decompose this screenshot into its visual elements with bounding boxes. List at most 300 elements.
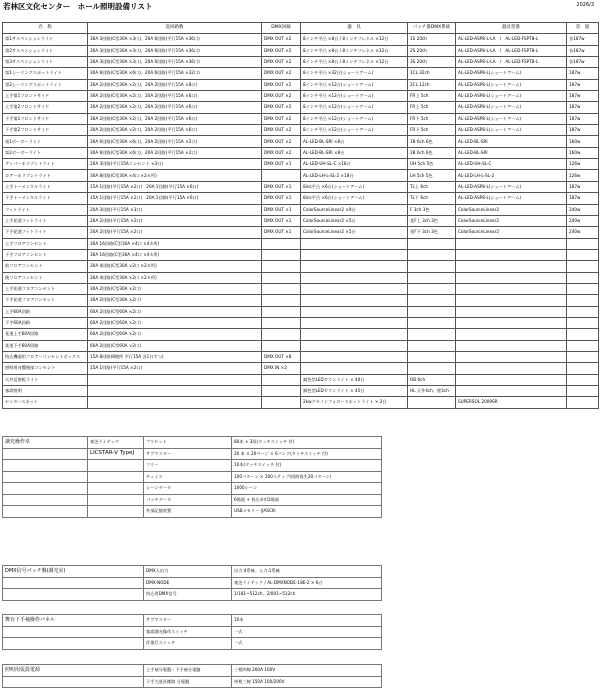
equipment-name-cell: 上手第1フロントサイド bbox=[3, 91, 88, 102]
fixtures-cell: AL-LED-BL-SRI ×8台 bbox=[301, 147, 408, 158]
fixtures-cell: 8インチ平凸 ×12台(ショートアーム) bbox=[301, 79, 408, 90]
table-row bbox=[3, 238, 599, 249]
patch-dmx-cell: UH 5ch 5色 bbox=[408, 159, 456, 170]
fixtures-cell: AL-LED-UH-SL-C ×18台 bbox=[301, 159, 408, 170]
equipment-name-cell: 花道下手60A回路 bbox=[3, 340, 88, 351]
patch-dmx-cell bbox=[408, 340, 456, 351]
circuit-count-cell: 30A 2回路(C型30A ×2口)，20A 2回路(平行15A ×6口) bbox=[88, 91, 262, 102]
fixtures-cell: 調色型LEDダウンライト × 40台 bbox=[301, 374, 408, 385]
dmx-line-cell bbox=[262, 249, 301, 260]
capacity-cell: 各187w bbox=[567, 45, 599, 56]
spec-value: 出力:4系統、入力:1系統 bbox=[232, 566, 382, 578]
dmx-line-cell: DMX OUT ×1 bbox=[262, 204, 301, 215]
capacity-cell: 160w bbox=[567, 136, 599, 147]
circuit-count-cell: 30A 8回路(C型30A ×4口 ×2カ所) bbox=[88, 170, 262, 181]
dmx-line-cell bbox=[262, 306, 301, 317]
circuit-count-cell: 30A 16回路(C型30A ×4口 ×4カ所) bbox=[88, 238, 262, 249]
capacity-cell: 187w bbox=[567, 193, 599, 204]
dmx-line-cell bbox=[262, 397, 301, 408]
table-row bbox=[3, 351, 599, 362]
table-row bbox=[3, 79, 599, 90]
capacity-cell: 240w bbox=[567, 215, 599, 226]
circuit-count-cell: 30A 2回路(C型30A ×2口)，20A 2回路(平行15A ×6口) bbox=[88, 125, 262, 136]
fixture-model-cell: ColorSourceLinear2 bbox=[456, 215, 567, 226]
capacity-cell: 187w bbox=[567, 68, 599, 79]
document-date: 2026/3 bbox=[576, 2, 594, 8]
fixture-model-cell bbox=[456, 340, 567, 351]
circuit-count-cell: 60A 2回路(C型60A ×2口) bbox=[88, 340, 262, 351]
spec-label: DMX-NODE bbox=[144, 577, 232, 589]
patch-dmx-cell: HL 天井4ch、壁3ch bbox=[408, 386, 456, 397]
circuit-count-cell: 30A 16回路(C型30A ×4口 ×4カ所) bbox=[88, 249, 262, 260]
equipment-name-cell: 下手フロアコンセント bbox=[3, 249, 88, 260]
table-row bbox=[3, 68, 599, 79]
dmx-line-cell: DMX OUT ×2 bbox=[262, 45, 301, 56]
dmx-patch-section bbox=[2, 565, 599, 601]
table-row bbox=[3, 340, 599, 351]
spec-label: シーンデータ bbox=[144, 483, 232, 495]
fixtures-cell bbox=[301, 272, 408, 283]
table-row bbox=[3, 170, 599, 181]
fixture-model-cell bbox=[456, 317, 567, 328]
table-row bbox=[3, 329, 599, 340]
fixture-model-cell: AL-LED-ASP8-L(ショートアーム) bbox=[456, 181, 567, 192]
patch-dmx-cell bbox=[408, 351, 456, 362]
dmx-line-cell bbox=[262, 329, 301, 340]
patch-dmx-cell: TL下 6ch bbox=[408, 193, 456, 204]
fixture-model-cell bbox=[456, 374, 567, 385]
stage-panel-section bbox=[2, 614, 599, 650]
circuit-count-cell: 20A 2回路(平行15A ×2口) bbox=[88, 227, 262, 238]
table-row bbox=[3, 57, 599, 68]
fixtures-cell: 2kwクセノンフォロースポットライト × 2台 bbox=[301, 397, 408, 408]
spec-value: 10本(タッチスイッチ 付) bbox=[232, 460, 382, 472]
fixture-model-cell: ColorSourceLinear2 bbox=[456, 204, 567, 215]
fixture-model-cell: AL-LED-ASP8-L(ショートアーム) bbox=[456, 193, 567, 204]
dmx-line-cell bbox=[262, 272, 301, 283]
dmx-line-cell: DMX OUT ×2 bbox=[262, 79, 301, 90]
circuit-count-cell: 30A 2回路(C型30A ×2口) bbox=[88, 283, 262, 294]
circuit-count-cell: 15A 1回路(平行15A ×2口) bbox=[88, 363, 262, 374]
fixtures-cell bbox=[301, 249, 408, 260]
circuit-count-cell: 20A 2回路(平行15A ×2口) bbox=[88, 215, 262, 226]
table-row bbox=[3, 181, 599, 192]
column-header: 返回路数 bbox=[88, 23, 262, 34]
circuit-count-cell: 30A 2回路(C型30A ×2口)，20A 2回路(平行15A ×8口) bbox=[88, 79, 262, 90]
table-header-row bbox=[3, 23, 599, 34]
fixture-model-cell: SUPERSOL 2009SR bbox=[456, 397, 567, 408]
circuit-count-cell: 20A 3回路(平行15Aコンセント ×3口) bbox=[88, 159, 262, 170]
circuit-count-cell: 60A 2回路(C型60A ×2口) bbox=[88, 329, 262, 340]
capacity-cell: 187w bbox=[567, 102, 599, 113]
circuit-count-cell: 15A 1回路(平行15A ×2口) 20A 1回路(平行15A ×6口) bbox=[88, 193, 262, 204]
equipment-name-cell: ロアーホリゾントライト bbox=[3, 170, 88, 181]
fixture-model-cell: AL-LED-ASP8-L(ショートアーム) bbox=[456, 102, 567, 113]
dmx-line-cell: DMX OUT ×2 bbox=[262, 113, 301, 124]
table-row bbox=[3, 363, 599, 374]
equipment-name-cell: 上手60A回路 bbox=[3, 306, 88, 317]
column-header: 容 量 bbox=[567, 23, 599, 34]
patch-dmx-cell bbox=[408, 238, 456, 249]
fixtures-cell bbox=[301, 340, 408, 351]
fixtures-cell: ColorSourceLinear2 ×5台 bbox=[301, 227, 408, 238]
dmx-line-cell: DMX OUT ×2 bbox=[262, 125, 301, 136]
fixtures-cell: 8inc平凸 ×6台(ショートアーム) bbox=[301, 181, 408, 192]
equipment-name-cell: 前フロアコンセント bbox=[3, 261, 88, 272]
fixtures-cell bbox=[301, 295, 408, 306]
equipment-name-cell: 第3サスペンションライト bbox=[3, 57, 88, 68]
patch-dmx-cell: 3S 20ch bbox=[408, 57, 456, 68]
fixtures-cell: 8インチ平凸 ×12台(ショートアーム) bbox=[301, 113, 408, 124]
equipment-name-cell: 第2ボーダーライト bbox=[3, 147, 88, 158]
table-row bbox=[3, 102, 599, 113]
capacity-cell: 各187w bbox=[567, 57, 599, 68]
circuit-count-cell: 30A 3回路(C型30A ×3口)，20A 6回路(平行15A ×36口) bbox=[88, 45, 262, 56]
capacity-cell: 187w bbox=[567, 91, 599, 102]
dmx-line-cell bbox=[262, 238, 301, 249]
capacity-cell: 各187w bbox=[567, 34, 599, 45]
fixture-model-cell: AL-LED-ASP8-L(ショートアーム) bbox=[456, 125, 567, 136]
circuit-count-cell: 30A 4回路(C型30A ×2口 ×2カ所) bbox=[88, 272, 262, 283]
table-row bbox=[3, 159, 599, 170]
equipment-name-cell: センタースポット bbox=[3, 397, 88, 408]
table-row bbox=[3, 215, 599, 226]
dmx-line-cell: DMX OUT ×2 bbox=[262, 102, 301, 113]
section-title: DMX信号パッチ盤(調光室) bbox=[3, 566, 144, 578]
patch-dmx-cell bbox=[408, 363, 456, 374]
console-maker: 東芝ライテック bbox=[88, 437, 144, 449]
table-row bbox=[3, 193, 599, 204]
circuit-count-cell: 30A 4回路(C型30A ×2口 ×2カ所) bbox=[88, 261, 262, 272]
equipment-name-cell: 下手第2フロントサイド bbox=[3, 125, 88, 136]
fixture-model-cell: AL-LED-ASP8-L(ショートアーム) bbox=[456, 79, 567, 90]
patch-dmx-cell bbox=[408, 283, 456, 294]
capacity-cell bbox=[567, 397, 599, 408]
circuit-count-cell bbox=[88, 374, 262, 385]
spec-label: 作業灯スイッチ bbox=[144, 638, 232, 650]
patch-dmx-cell: OB 6ch bbox=[408, 374, 456, 385]
spec-label: プリセット bbox=[144, 437, 232, 449]
spec-value: USBメモリー (JASCⅡ) bbox=[232, 506, 382, 518]
capacity-cell bbox=[567, 329, 599, 340]
capacity-cell bbox=[567, 386, 599, 397]
fixture-model-cell: AL-LED-ASP8-L(ショートアーム) bbox=[456, 113, 567, 124]
spec-value: 6場面 + 持込卓用2場面 bbox=[232, 494, 382, 506]
fixture-model-cell bbox=[456, 306, 567, 317]
fixtures-cell: ColorSourceLinear2 ×9台 bbox=[301, 204, 408, 215]
equipment-name-cell: 第1サスペンションライト bbox=[3, 34, 88, 45]
spec-value: 1000シーン bbox=[232, 483, 382, 495]
dmx-line-cell: DMX OUT ×1 bbox=[262, 227, 301, 238]
circuit-count-cell: 30A 6回路(C型30A ×6口)，20A 2回路(平行15A ×2口) bbox=[88, 147, 262, 158]
dmx-line-cell: DMX IN ×2 bbox=[262, 363, 301, 374]
dmx-line-cell bbox=[262, 283, 301, 294]
spec-label: DMX入出力 bbox=[144, 566, 232, 578]
fixtures-cell: 8インチ平凸 ×12台(ショートアーム) bbox=[301, 102, 408, 113]
patch-dmx-cell bbox=[408, 272, 456, 283]
dmx-line-cell bbox=[262, 295, 301, 306]
capacity-cell bbox=[567, 261, 599, 272]
patch-dmx-cell: FR下 5ch bbox=[408, 113, 456, 124]
capacity-cell bbox=[567, 238, 599, 249]
spec-label: パッチデータ bbox=[144, 494, 232, 506]
circuit-count-cell: 30A 6回路(C型30A ×6口)，20A 6回路(平行15A ×32口) bbox=[88, 68, 262, 79]
fixture-model-cell: AL-LED-BL-SRI bbox=[456, 136, 567, 147]
dmx-line-cell: DMX OUT ×2 bbox=[262, 136, 301, 147]
table-row bbox=[3, 374, 599, 385]
column-header: 器具型番 bbox=[456, 23, 567, 34]
circuit-count-cell: 30A 2回路(C型30A ×2口)，20A 2回路(平行15A ×6口) bbox=[88, 102, 262, 113]
dmx-line-cell: DMX OUT ×1 bbox=[262, 193, 301, 204]
fixtures-cell bbox=[301, 238, 408, 249]
equipment-name-cell: 下手60A回路 bbox=[3, 317, 88, 328]
dmx-line-cell: DMX OUT ×1 bbox=[262, 159, 301, 170]
table-row bbox=[3, 317, 599, 328]
patch-dmx-cell bbox=[408, 261, 456, 272]
column-header: 器 具 bbox=[301, 23, 408, 34]
patch-dmx-cell: FR上 5ch bbox=[408, 91, 456, 102]
spec-label: 持込用DMX信号 bbox=[144, 589, 232, 601]
spec-value: 20 本 × 20ページ × 6バンク(タッチスイッチ 付) bbox=[232, 448, 382, 460]
spec-label: サブマスター bbox=[144, 615, 232, 627]
capacity-cell: 187w bbox=[567, 113, 599, 124]
table-row bbox=[3, 45, 599, 56]
equipment-name-cell: 第2シーリングスポットライト bbox=[3, 79, 88, 90]
patch-dmx-cell: 2B 6ch 6色 bbox=[408, 147, 456, 158]
circuit-count-cell: 30A 2回路(C型30A ×2口)，20A 2回路(平行15A ×6口) bbox=[88, 113, 262, 124]
dmx-line-cell: DMX OUT ×2 bbox=[262, 147, 301, 158]
dmx-line-cell: DMX OUT ×2 bbox=[262, 34, 301, 45]
fixtures-cell bbox=[301, 306, 408, 317]
section-title: 調光操作卓 bbox=[3, 437, 88, 449]
equipment-name-cell: 上手花道フットライト bbox=[3, 215, 88, 226]
capacity-cell: 187w bbox=[567, 181, 599, 192]
table-row bbox=[3, 306, 599, 317]
page-title: 若林区文化センター ホール照明設備リスト bbox=[3, 2, 153, 11]
dmx-line-cell bbox=[262, 386, 301, 397]
equipment-name-cell: 第1ボーダーライト bbox=[3, 136, 88, 147]
table-row bbox=[3, 125, 599, 136]
fixtures-cell: 8インチ平凸 ×32台(ショートアーム) bbox=[301, 68, 408, 79]
table-row bbox=[3, 136, 599, 147]
column-header: DMX回線 bbox=[262, 23, 301, 34]
capacity-cell bbox=[567, 306, 599, 317]
capacity-cell bbox=[567, 374, 599, 385]
dimmer-console-section bbox=[2, 436, 599, 518]
patch-dmx-cell: F 3ch 3色 bbox=[408, 204, 456, 215]
patch-dmx-cell bbox=[408, 329, 456, 340]
circuit-count-cell: 60A 2回路(C型60A ×2口) bbox=[88, 306, 262, 317]
fixture-model-cell bbox=[456, 283, 567, 294]
fixtures-cell: 8インチ平凸 ×12台(ショートアーム) bbox=[301, 91, 408, 102]
fixture-model-cell bbox=[456, 329, 567, 340]
column-header: パッチ番DMX系統 bbox=[408, 23, 456, 34]
capacity-cell bbox=[567, 249, 599, 260]
spec-label: フリー bbox=[144, 460, 232, 472]
table-row bbox=[3, 249, 599, 260]
spec-value: 一式 bbox=[232, 638, 382, 650]
fixtures-cell bbox=[301, 283, 408, 294]
equipment-name-cell: 下手第1フロントサイド bbox=[3, 113, 88, 124]
fixtures-cell bbox=[301, 329, 408, 340]
dmx-line-cell bbox=[262, 340, 301, 351]
fixture-model-cell bbox=[456, 272, 567, 283]
patch-dmx-cell bbox=[408, 249, 456, 260]
table-row bbox=[3, 386, 599, 397]
fixtures-cell bbox=[301, 317, 408, 328]
table-row bbox=[3, 283, 599, 294]
equipment-name-cell: 上手フロアコンセント bbox=[3, 238, 88, 249]
dmx-line-cell bbox=[262, 374, 301, 385]
capacity-cell bbox=[567, 363, 599, 374]
fixtures-cell: 調色型LEDダウンライト × 45台 bbox=[301, 386, 408, 397]
fixture-model-cell: AL-LED-ASP8-L-LA / AL-LED-FSPT8-L bbox=[456, 57, 567, 68]
equipment-name-cell: 下手花道フロアコンセント bbox=[3, 295, 88, 306]
spec-label: 客席調光操作スイッチ bbox=[144, 626, 232, 638]
table-row bbox=[3, 91, 599, 102]
equipment-table-body bbox=[3, 34, 599, 408]
equipment-table bbox=[2, 22, 599, 409]
table-row bbox=[3, 147, 599, 158]
dmx-line-cell: DMX OUT ×2 bbox=[262, 57, 301, 68]
equipment-name-cell: 花道上手60A回路 bbox=[3, 329, 88, 340]
fixtures-cell: AL-LED-LH-L-SL-2 ×18台 bbox=[301, 170, 408, 181]
spec-label: サブマスター bbox=[144, 448, 232, 460]
dmx-line-cell: DMX OUT ×2 bbox=[262, 68, 301, 79]
circuit-count-cell: 30A 2回路(C型30A ×2口) bbox=[88, 295, 262, 306]
column-header: 名 称 bbox=[3, 23, 88, 34]
console-model: LICSTAR-Ⅴ TypeJ bbox=[88, 448, 144, 460]
fixtures-cell: ColorSourceLinear2 ×5台 bbox=[301, 215, 408, 226]
table-row bbox=[3, 227, 599, 238]
capacity-cell bbox=[567, 317, 599, 328]
spec-value: 東芝ライテック / AL-DMXNODE-18E-2 × 6台 bbox=[232, 577, 382, 589]
equipment-name-cell: アッパーホリゾントライト bbox=[3, 159, 88, 170]
equipment-name-cell: 下手花道フットライト bbox=[3, 227, 88, 238]
fixture-model-cell bbox=[456, 363, 567, 374]
spec-value: 単相三線 150A 100/200V bbox=[232, 676, 382, 688]
fixture-model-cell: AL-LED-ASP8-L-LA / AL-LED-FSPT8-L bbox=[456, 34, 567, 45]
patch-dmx-cell: 花F下 3ch 3色 bbox=[408, 227, 456, 238]
table-row bbox=[3, 272, 599, 283]
spec-label: 上手袖分電盤・下手袖分電盤 bbox=[144, 665, 232, 677]
spec-label: チェイス bbox=[144, 471, 232, 483]
circuit-count-cell: 15A 1回路(平行15A ×2口) 20A 1回路(平行15A ×6口) bbox=[88, 181, 262, 192]
fixture-model-cell: AL-LED-BL-SRI bbox=[456, 147, 567, 158]
table-row bbox=[3, 113, 599, 124]
circuit-count-cell: 20A 3回路(平行15A ×3口) bbox=[88, 204, 262, 215]
patch-dmx-cell bbox=[408, 306, 456, 317]
dmx-line-cell: DMX OUT ×8 bbox=[262, 351, 301, 362]
fixture-model-cell bbox=[456, 249, 567, 260]
table-row bbox=[3, 34, 599, 45]
patch-dmx-cell bbox=[408, 295, 456, 306]
fixtures-cell: 8インチ平凸 ×8台 / 8インチフレネル ×12台 bbox=[301, 34, 408, 45]
section-title: 舞台下手袖操作パネル bbox=[3, 615, 144, 627]
fixture-model-cell bbox=[456, 295, 567, 306]
dmx-line-cell: DMX OUT ×1 bbox=[262, 181, 301, 192]
fixture-model-cell bbox=[456, 386, 567, 397]
capacity-cell bbox=[567, 351, 599, 362]
dmx-line-cell bbox=[262, 317, 301, 328]
fixtures-cell: 8インチ平凸 ×12台(ショートアーム) bbox=[301, 125, 408, 136]
patch-dmx-cell: 1B 6ch 6色 bbox=[408, 136, 456, 147]
fixtures-cell bbox=[301, 351, 408, 362]
patch-dmx-cell bbox=[408, 397, 456, 408]
fixtures-cell: AL-LED-BL-SRI ×8台 bbox=[301, 136, 408, 147]
spec-value: 80本 × 3段(タッチスイッチ 付) bbox=[232, 437, 382, 449]
patch-dmx-cell bbox=[408, 317, 456, 328]
capacity-cell bbox=[567, 272, 599, 283]
fixture-model-cell: AL-LED-ASP8-L-LA / AL-LED-FSPT8-L bbox=[456, 45, 567, 56]
patch-dmx-cell: LH 5ch 5色 bbox=[408, 170, 456, 181]
equipment-name-cell: フットライト bbox=[3, 204, 88, 215]
table-row bbox=[3, 397, 599, 408]
capacity-cell: 126w bbox=[567, 159, 599, 170]
capacity-cell bbox=[567, 295, 599, 306]
capacity-cell: 187w bbox=[567, 125, 599, 136]
capacity-cell: 126w bbox=[567, 170, 599, 181]
capacity-cell bbox=[567, 283, 599, 294]
equipment-name-cell: 上手トーメンタルライト bbox=[3, 181, 88, 192]
equipment-name-cell: 客席照明 bbox=[3, 386, 88, 397]
circuit-count-cell: 15A 8回路(8箇所 平行15A 各1口ずつ) bbox=[88, 351, 262, 362]
equipment-name-cell: 天井反射板ライト bbox=[3, 374, 88, 385]
equipment-name-cell: 上手花道フロアコンセント bbox=[3, 283, 88, 294]
circuit-count-cell: 30A 3回路(C型30A ×3口)，20A 6回路(平行15A ×36口) bbox=[88, 34, 262, 45]
equipment-name-cell: 下手トーメンタルライト bbox=[3, 193, 88, 204]
dmx-line-cell bbox=[262, 261, 301, 272]
table-row bbox=[3, 204, 599, 215]
fixture-model-cell bbox=[456, 238, 567, 249]
patch-dmx-cell: 1S 20ch bbox=[408, 34, 456, 45]
spec-value: 10本 bbox=[232, 615, 382, 627]
capacity-cell: 160w bbox=[567, 147, 599, 158]
fixture-model-cell bbox=[456, 261, 567, 272]
equipment-name-cell: 持込機器用フロアーコンセントボックス bbox=[3, 351, 88, 362]
spec-label: 下手大道具搬路 分電盤 bbox=[144, 676, 232, 688]
circuit-count-cell bbox=[88, 397, 262, 408]
circuit-count-cell: 60A 2回路(C型60A ×2口) bbox=[88, 317, 262, 328]
patch-dmx-cell: FR上 5ch bbox=[408, 102, 456, 113]
capacity-cell: 240w bbox=[567, 227, 599, 238]
equipment-name-cell: 第1シーリングスポットライト bbox=[3, 68, 88, 79]
patch-dmx-cell: TL上 6ch bbox=[408, 181, 456, 192]
patch-dmx-cell: 花F上 3ch 3色 bbox=[408, 215, 456, 226]
capacity-cell: 240w bbox=[567, 204, 599, 215]
circuit-count-cell bbox=[88, 386, 262, 397]
table-row bbox=[3, 261, 599, 272]
spec-value: 100パターン × 100ステップ(同時再生20パターン) bbox=[232, 471, 382, 483]
fixture-model-cell: AL-LED-LH-L-SL-2 bbox=[456, 170, 567, 181]
fixtures-cell bbox=[301, 363, 408, 374]
equipment-name-cell: 第2サスペンションライト bbox=[3, 45, 88, 56]
spec-label: 外部記憶装置 bbox=[144, 506, 232, 518]
fixture-model-cell: AL-LED-ASP8-L(ショートアーム) bbox=[456, 68, 567, 79]
fixtures-cell: 8インチ平凸 ×8台 / 8インチフレネル ×12台 bbox=[301, 45, 408, 56]
equipment-name-cell: 照明用音響後部コンセント bbox=[3, 363, 88, 374]
capacity-cell bbox=[567, 340, 599, 351]
patch-dmx-cell: FR下 5ch bbox=[408, 125, 456, 136]
fixtures-cell: 8インチ平凸 ×8台 / 8インチフレネル ×12台 bbox=[301, 57, 408, 68]
circuit-count-cell: 30A 3回路(C型30A ×3口)，20A 6回路(平行15A ×36口) bbox=[88, 57, 262, 68]
fixture-model-cell: AL-LED-UH-SL-C bbox=[456, 159, 567, 170]
dmx-line-cell: DMX OUT ×1 bbox=[262, 215, 301, 226]
spec-value: 一式 bbox=[232, 626, 382, 638]
circuit-count-cell: 30A 6回路(C型30A ×6口)，20A 2回路(平行15A ×2口) bbox=[88, 136, 262, 147]
section-title: 照明用仮設電源 bbox=[3, 665, 144, 677]
spec-value: 1/181~512ch、2/001~512ch bbox=[232, 589, 382, 601]
